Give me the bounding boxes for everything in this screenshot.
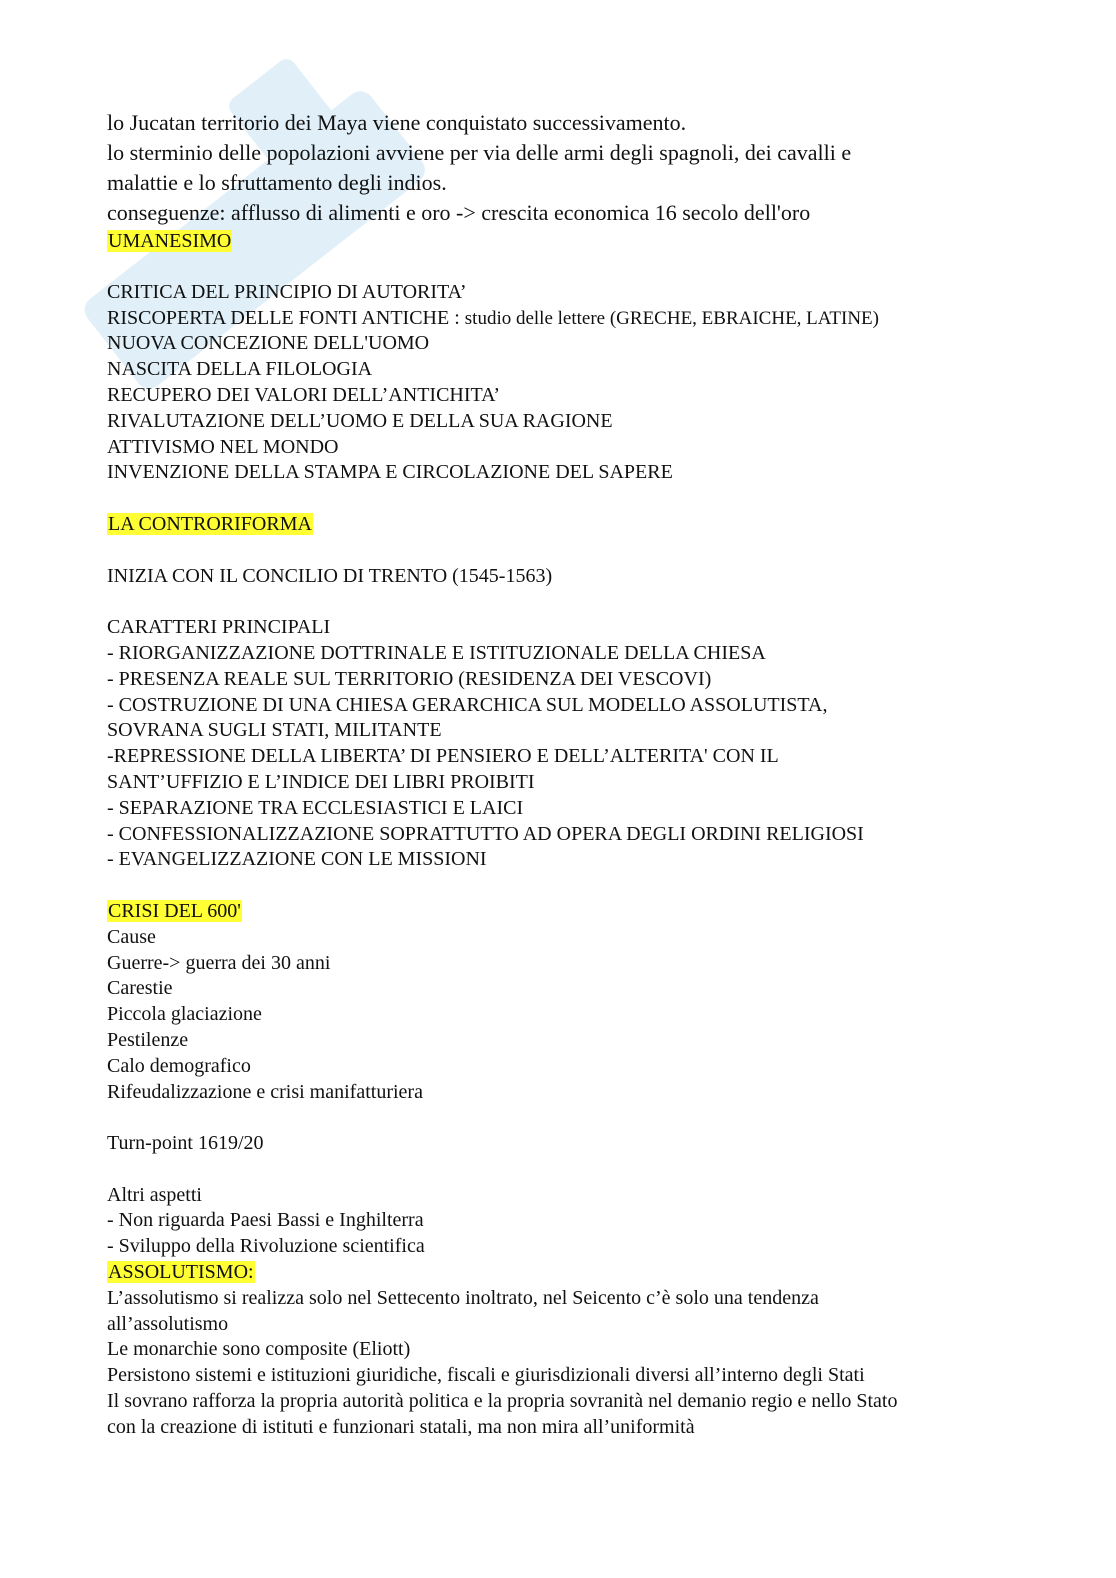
intro-paragraph	[107, 108, 1007, 228]
controriforma-intro: INIZIA CON IL CONCILIO DI TRENTO (1545-1563)	[107, 564, 553, 587]
list-item: -REPRESSIONE DELLA LIBERTA’ DI PENSIERO E DELL’ALTERITA' CON IL	[107, 745, 779, 768]
text-line: lo Jucatan territorio dei Maya viene conquistato successivamento.	[107, 110, 687, 135]
list-item: NUOVA CONCEZIONE DELL'UOMO	[107, 332, 430, 355]
list-item: INVENZIONE DELLA STAMPA E CIRCOLAZIONE DEL SAPERE	[107, 461, 673, 484]
list-item: RECUPERO DEI VALORI DELL’ANTICHITA’	[107, 383, 501, 406]
list-item: - CONFESSIONALIZZAZIONE SOPRATTUTTO AD OPERA DEGLI ORDINI RELIGIOSI	[107, 822, 864, 845]
text-line: Il sovrano rafforza la propria autorità politica e la propria sovranità nel demanio regio e nello Stato	[107, 1390, 898, 1413]
list-item: - COSTRUZIONE DI UNA CHIESA GERARCHICA SUL MODELLO ASSOLUTISTA,	[107, 693, 828, 716]
list-item: SANT’UFFIZIO E L’INDICE DEI LIBRI PROIBITI	[107, 770, 535, 793]
list-item: SOVRANA SUGLI STATI, MILITANTE	[107, 719, 442, 742]
section-heading-umanesimo	[107, 228, 1007, 254]
list-item: - EVANGELIZZAZIONE CON LE MISSIONI	[107, 848, 487, 871]
crisi-turn-point: Turn-point 1619/20	[107, 1132, 264, 1155]
list-item: Carestie	[107, 977, 173, 1000]
list-item: NASCITA DELLA FILOLOGIA	[107, 358, 373, 381]
list-item: Piccola glaciazione	[107, 1003, 262, 1026]
controriforma-list	[107, 641, 1007, 873]
controriforma-subheading: CARATTERI PRINCIPALI	[107, 616, 331, 639]
list-item: Guerre-> guerra dei 30 anni	[107, 951, 331, 974]
list-item: RIVALUTAZIONE DELL’UOMO E DELLA SUA RAGIONE	[107, 409, 613, 432]
text-line: con la creazione di istituti e funzionari statali, ma non mira all’uniformità	[107, 1415, 695, 1438]
crisi-altri-label: Altri aspetti	[107, 1183, 202, 1206]
list-item: - Non riguarda Paesi Bassi e Inghilterra	[107, 1209, 424, 1232]
section-heading-crisi	[107, 899, 1007, 925]
list-item: - PRESENZA REALE SUL TERRITORIO (RESIDENZA DEI VESCOVI)	[107, 667, 712, 690]
highlighted-heading: UMANESIMO	[108, 230, 232, 252]
highlighted-heading: LA CONTRORIFORMA	[108, 512, 312, 535]
list-item: CRITICA DEL PRINCIPIO DI AUTORITA’	[107, 280, 467, 303]
crisi-cause-label: Cause	[107, 925, 156, 948]
section-heading-assolutismo	[107, 1260, 1007, 1286]
list-item: Pestilenze	[107, 1028, 189, 1051]
text-line: conseguenze: afflusso di alimenti e oro -> crescita economica 16 secolo dell'oro	[107, 200, 811, 225]
list-item: - SEPARAZIONE TRA ECCLESIASTICI E LAICI	[107, 796, 524, 819]
list-item: RISCOPERTA DELLE FONTI ANTICHE : studio delle lettere (GRECHE, EBRAICHE, LATINE)	[107, 306, 879, 329]
crisi-causes-list	[107, 951, 1007, 1106]
assolutismo-paragraph	[107, 1286, 1007, 1441]
text-line: Le monarchie sono composite (Eliott)	[107, 1338, 411, 1361]
list-item: - Sviluppo della Rivoluzione scientifica	[107, 1235, 425, 1258]
umanesimo-list	[107, 280, 1007, 486]
list-item: - RIORGANIZZAZIONE DOTTRINALE E ISTITUZIONALE DELLA CHIESA	[107, 641, 766, 664]
list-item: Calo demografico	[107, 1054, 251, 1077]
text-line: Persistono sistemi e istituzioni giuridiche, fiscali e giurisdizionali diversi all’interno degli Stati	[107, 1364, 865, 1387]
highlighted-heading: ASSOLUTISMO:	[108, 1261, 254, 1284]
text-line: L’assolutismo si realizza solo nel Settecento inoltrato, nel Seicento c’è solo una tendenza	[107, 1286, 819, 1309]
document-page	[107, 108, 1007, 1441]
text-line: malattie e lo sfruttamento degli indios.	[107, 170, 447, 195]
list-item: Rifeudalizzazione e crisi manifatturiera	[107, 1080, 423, 1103]
section-heading-controriforma	[107, 512, 1007, 538]
text-line: lo sterminio delle popolazioni avviene per via delle armi degli spagnoli, dei cavalli e	[107, 140, 852, 165]
text-line: all’assolutismo	[107, 1312, 229, 1335]
list-item: ATTIVISMO NEL MONDO	[107, 435, 339, 458]
highlighted-heading: CRISI DEL 600'	[108, 899, 241, 922]
